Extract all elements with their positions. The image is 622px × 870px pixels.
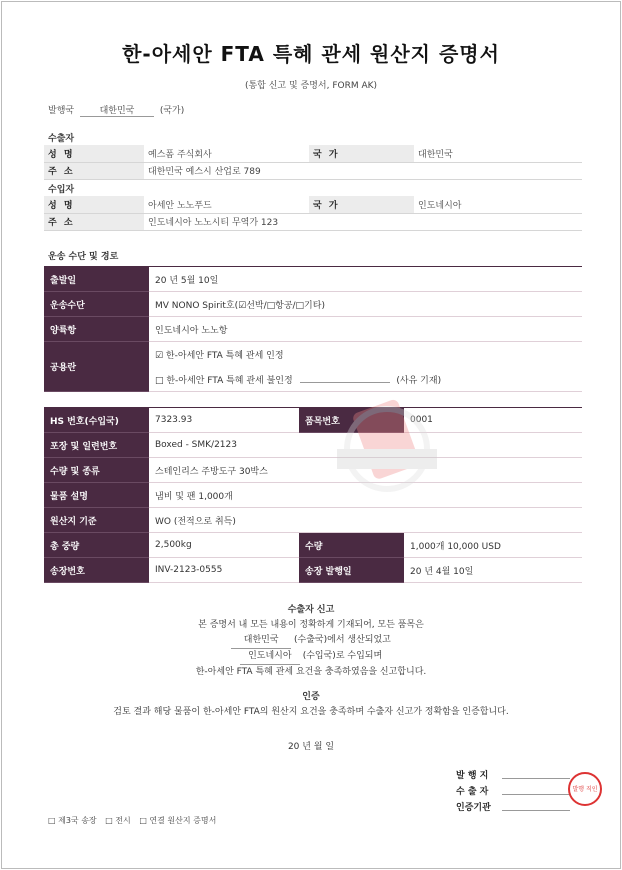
declaration-line2 bbox=[2, 633, 620, 649]
transport-table bbox=[44, 266, 582, 392]
official-label: 공용란 bbox=[44, 342, 149, 392]
vehicle-value: MV NONO Spirit호(☑선박/□항공/□기타) bbox=[149, 292, 582, 317]
signature-issuer-label: 발 행 지 bbox=[456, 771, 489, 781]
exporter-name-label: 성 명 bbox=[44, 145, 144, 162]
vehicle-label: 운송수단 bbox=[44, 292, 149, 317]
invoice-date-value: 20 년 4월 10일 bbox=[404, 558, 582, 583]
signature-authority bbox=[456, 800, 491, 813]
page-subtitle: (통합 신고 및 증명서, FORM AK) bbox=[244, 81, 378, 91]
signature-authority-label: 인증기관 bbox=[456, 803, 491, 813]
footer-third-country-invoice[interactable]: □ 제3국 송장 bbox=[48, 816, 97, 825]
desc-value: 냄비 및 팬 1,000개 bbox=[149, 483, 582, 508]
declaration-line1: 본 증명서 내 모든 내용이 정확하게 기재되어, 모든 품목은 bbox=[198, 620, 424, 630]
item-no-label: 품목번호 bbox=[299, 408, 404, 433]
transport-section-label: 운송 수단 및 경로 bbox=[48, 252, 119, 262]
footer-back-to-back[interactable]: □ 연결 원산지 증명서 bbox=[139, 816, 217, 825]
origin-label: 원산지 기준 bbox=[44, 508, 149, 533]
packing-value: Boxed - SMK/2123 bbox=[149, 433, 582, 458]
issuer-value: 대한민국 bbox=[80, 103, 154, 117]
issuer-label: 발행국 bbox=[48, 106, 75, 116]
certificate-page bbox=[1, 1, 621, 869]
declaration-heading: 수출자 신고 bbox=[287, 605, 335, 615]
invoice-label: 송장번호 bbox=[44, 558, 149, 583]
importer-country-label: 국 가 bbox=[309, 196, 414, 213]
declaration-line4: 한-아세안 FTA 특혜 관세 요건을 충족하였음을 신고합니다. bbox=[195, 667, 427, 677]
exporter-name: 예스폼 주식회사 bbox=[144, 145, 309, 162]
official-reason-label: (사유 기재) bbox=[396, 375, 442, 386]
importer-country: 인도네시아 bbox=[414, 196, 582, 213]
qty-kind-value: 스테인리스 주방도구 30박스 bbox=[149, 458, 582, 483]
qty-label: 수량 bbox=[299, 533, 404, 558]
certification-heading: 인증 bbox=[302, 692, 320, 702]
signature-issuer bbox=[456, 768, 488, 781]
signature-authority-line[interactable] bbox=[502, 810, 570, 811]
official-options bbox=[149, 342, 582, 392]
certification-block bbox=[2, 690, 620, 720]
official-deny-row bbox=[155, 373, 576, 386]
port-label: 양륙항 bbox=[44, 317, 149, 342]
official-deny-option[interactable]: □ 한-아세안 FTA 특혜 관세 불인정 bbox=[155, 375, 293, 386]
weight-label: 총 중량 bbox=[44, 533, 149, 558]
item-no-value: 0001 bbox=[404, 408, 582, 433]
hs-value: 7323.93 bbox=[149, 408, 299, 433]
port-value: 인도네시아 노노항 bbox=[149, 317, 582, 342]
hs-label: HS 번호(수입국) bbox=[44, 408, 149, 433]
signature-issuer-line[interactable] bbox=[502, 778, 570, 779]
signature-exporter bbox=[456, 784, 488, 797]
exporter-country-label: 국 가 bbox=[309, 145, 414, 162]
importer-name: 아세안 노노푸드 bbox=[144, 196, 309, 213]
exporter-addr-label: 주 소 bbox=[44, 162, 144, 179]
certification-text: 검토 결과 해당 물품이 한-아세안 FTA의 원산지 요건을 충족하며 수출자 신고가 정확함을 인증합니다. bbox=[113, 707, 509, 717]
departure-label: 출발일 bbox=[44, 267, 149, 292]
declaration-line3 bbox=[2, 649, 620, 665]
importer-addr-label: 주 소 bbox=[44, 213, 144, 230]
importer-addr: 인도네시아 노노시티 무역가 123 bbox=[144, 213, 582, 230]
declaration-line2-text: (수출국)에서 생산되었고 bbox=[294, 635, 391, 645]
weight-value: 2,500kg bbox=[149, 533, 299, 558]
packing-label: 포장 및 일련번호 bbox=[44, 433, 149, 458]
exporter-addr: 대한민국 예스시 산업로 789 bbox=[144, 162, 582, 179]
page-title: 한-아세안 FTA 특혜 관세 원산지 증명서 bbox=[122, 42, 500, 66]
watermark-logo-icon bbox=[332, 394, 442, 504]
importer-name-label: 성 명 bbox=[44, 196, 144, 213]
departure-value: 20 년 5월 10일 bbox=[149, 267, 582, 292]
desc-label: 물품 설명 bbox=[44, 483, 149, 508]
origin-value: WO (전적으로 취득) bbox=[149, 508, 582, 533]
exporter-declaration bbox=[2, 603, 620, 680]
declaration-country1[interactable]: 대한민국 bbox=[231, 633, 291, 649]
certification-date: 20 년 월 일 bbox=[287, 742, 335, 752]
official-reason-line[interactable] bbox=[300, 382, 390, 383]
signature-exporter-label: 수 출 자 bbox=[456, 787, 489, 797]
footer-options bbox=[48, 815, 222, 826]
exporter-section-label: 수출자 bbox=[48, 134, 75, 144]
qty-kind-label: 수량 및 종류 bbox=[44, 458, 149, 483]
invoice-date-label: 송장 발행일 bbox=[299, 558, 404, 583]
exporter-table bbox=[44, 145, 582, 180]
official-seal-icon: 발행 직인 bbox=[568, 772, 602, 806]
issuing-country bbox=[48, 103, 184, 117]
declaration-country2[interactable]: 인도네시아 bbox=[240, 649, 300, 665]
importer-section-label: 수입자 bbox=[48, 185, 75, 195]
official-approve-option[interactable]: ☑ 한-아세안 FTA 특혜 관세 인정 bbox=[155, 350, 284, 361]
goods-table bbox=[44, 407, 582, 583]
footer-exhibition[interactable]: □ 전시 bbox=[105, 816, 131, 825]
qty-value: 1,000개 10,000 USD bbox=[404, 533, 582, 558]
importer-table bbox=[44, 196, 582, 231]
invoice-value: INV-2123-0555 bbox=[149, 558, 299, 583]
declaration-line3-text: (수입국)로 수입되며 bbox=[302, 651, 383, 661]
exporter-country: 대한민국 bbox=[414, 145, 582, 162]
issuer-suffix: (국가) bbox=[159, 106, 185, 116]
signature-exporter-line[interactable] bbox=[502, 794, 570, 795]
